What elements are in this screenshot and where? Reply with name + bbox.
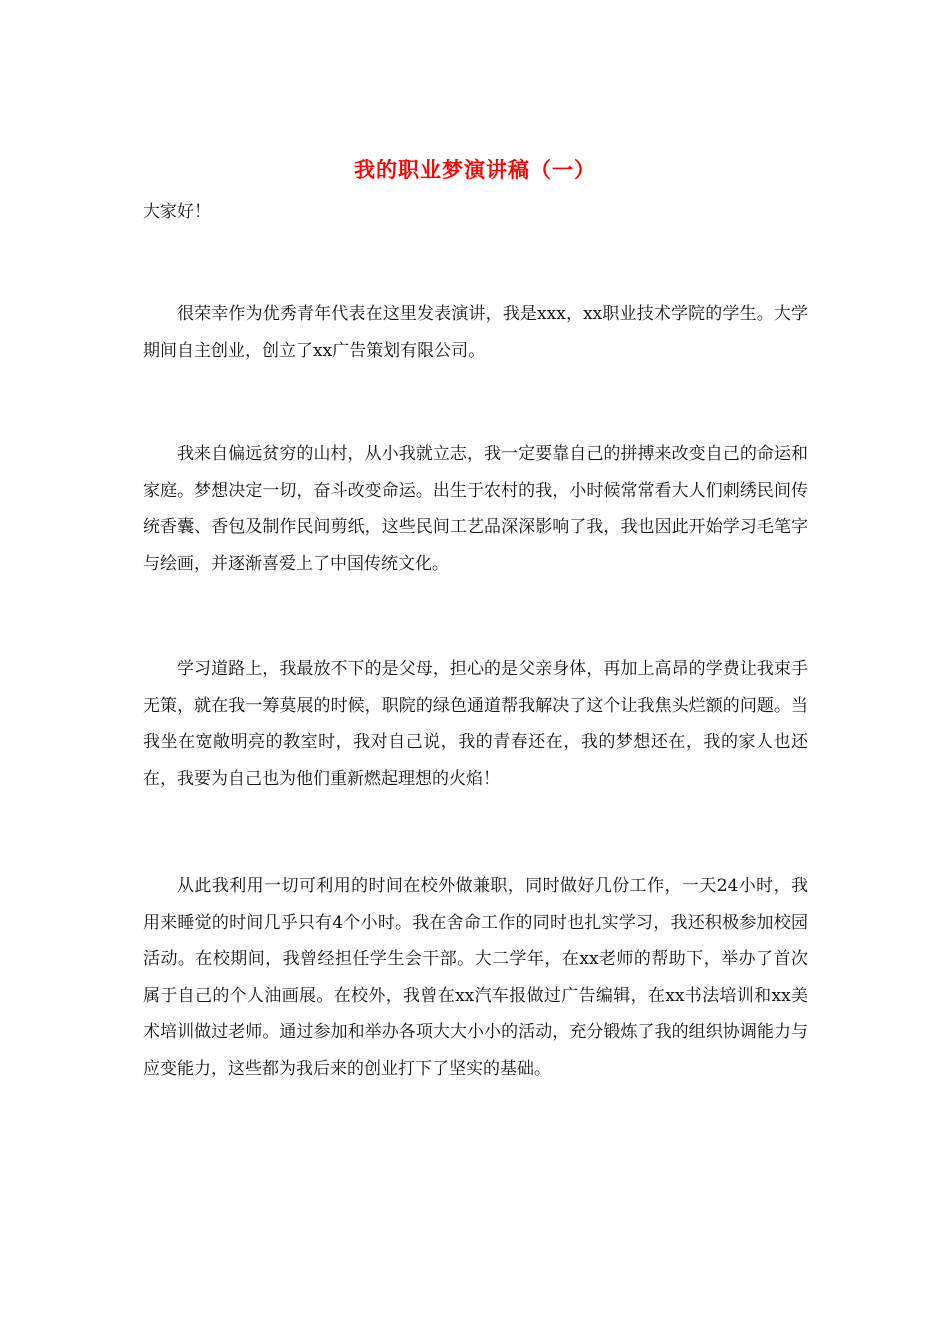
document-title: 我的职业梦演讲稿（一） — [354, 157, 596, 182]
paragraph-3: 学习道路上，我最放不下的是父母，担心的是父亲身体，再加上高昂的学费让我束手无策，就在我一筹莫展的时候，职院的绿色通道帮我解决了这个让我焦头烂额的问题。当我坐在宽敞明亮的教室时，我对自己说，我的青春还在，我的梦想还在，我的家人也还在，我要为自己也为他们重新燃起理想的火焰！ — [143, 659, 808, 789]
paragraph-1: 很荣幸作为优秀青年代表在这里发表演讲，我是xxx，xx职业技术学院的学生。大学期间自主创业，创立了xx广告策划有限公司。 — [143, 304, 808, 361]
paragraph-2: 我来自偏远贫穷的山村，从小我就立志，我一定要靠自己的拼搏来改变自己的命运和家庭。梦想决定一切，奋斗改变命运。出生于农村的我，小时候常常看大人们刺绣民间传统香囊、香包及制作民间剪纸，这些民间工艺品深深影响了我，我也因此开始学习毛笔字与绘画，并逐渐喜爱上了中国传统文化。 — [143, 444, 808, 574]
greeting-text: 大家好！ — [143, 202, 211, 222]
paragraph-4: 从此我利用一切可利用的时间在校外做兼职，同时做好几份工作，一天24小时，我用来睡觉的时间几乎只有4个小时。我在舍命工作的同时也扎实学习，我还积极参加校园活动。在校期间，我曾经担任学生会干部。大二学年，在xx老师的帮助下，举办了首次属于自己的个人油画展。在校外，我曾在xx汽车报做过广告编辑，在xx书法培训和xx美术培训做过老师。通过参加和举办各项大大小小的活动，充分锻炼了我的组织协调能力与应变能力，这些都为我后来的创业打下了坚实的基础。 — [143, 876, 808, 1079]
